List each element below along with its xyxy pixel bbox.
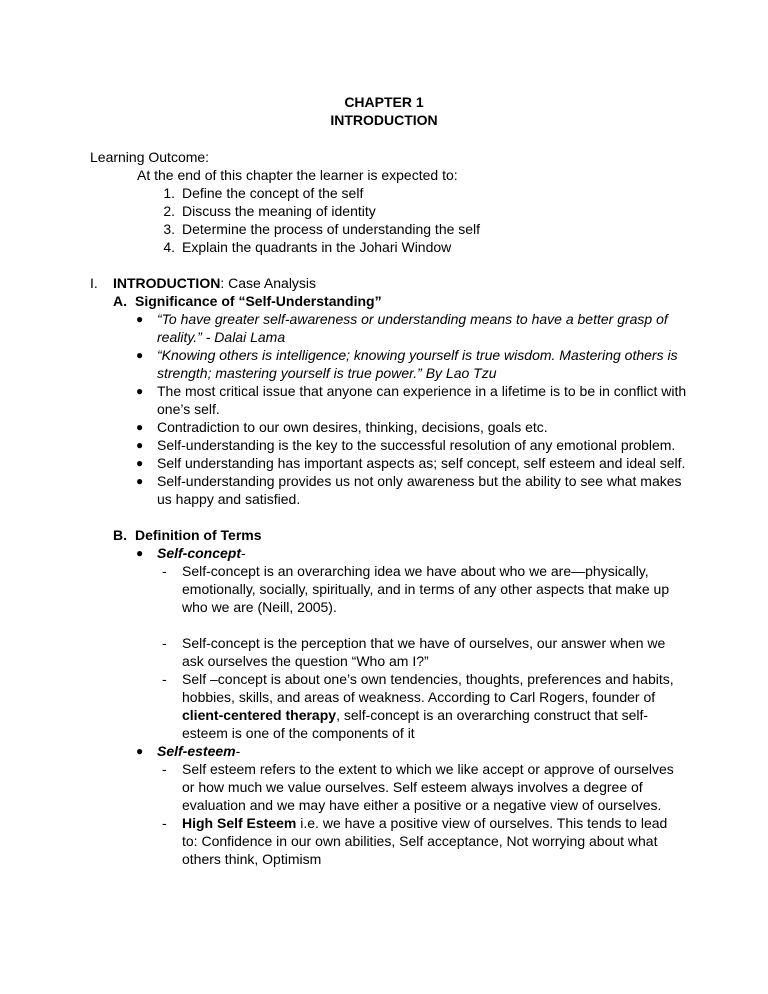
list-item: Self-understanding provides us not only awareness but the ability to see what makes us happy and satisfied.: [157, 473, 682, 507]
bullet-icon: ●: [136, 474, 144, 488]
list-item: “To have greater self-awareness or understanding means to have a better grasp of reality.” - Dalai Lama: [157, 311, 668, 345]
list-item: “Knowing others is intelligence; knowing yourself is true wisdom. Mastering others is strength; mastering yourself is true power.” By Lao Tzu: [157, 347, 678, 381]
term-self-concept: [157, 544, 246, 562]
list-item: Explain the quadrants in the Johari Window: [182, 239, 452, 255]
section-heading: [113, 274, 316, 292]
term-suffix: -: [241, 545, 246, 561]
bullet-icon: ●: [136, 420, 144, 434]
subsection-letter-a: A.: [113, 293, 127, 309]
list-item: Contradiction to our own desires, thinking, decisions, goals etc.: [157, 419, 548, 435]
bullet-icon: ●: [136, 546, 144, 560]
bullet-icon: ●: [136, 348, 144, 362]
learning-outcome-intro: At the end of this chapter the learner is expected to:: [137, 167, 458, 183]
definition-bold-term: High Self Esteem: [182, 815, 297, 831]
term-self-esteem: [157, 742, 240, 760]
list-item: Self-understanding is the key to the successful resolution of any emotional problem.: [157, 437, 676, 453]
definition-bold-term: client-centered therapy: [182, 707, 337, 723]
list-item: Determine the process of understanding the self: [182, 221, 481, 237]
section-heading-bold: INTRODUCTION: [113, 275, 221, 291]
list-number: 3.: [163, 221, 175, 237]
definition-text: , self-concept is an overarching construct that self-esteem is one of the components of it: [182, 707, 649, 741]
definition-item: [182, 670, 682, 742]
dash-marker: -: [162, 635, 167, 651]
bullet-icon: ●: [136, 744, 144, 758]
subsection-letter-b: B.: [113, 527, 127, 543]
list-item: Self understanding has important aspects as; self concept, self esteem and ideal self.: [157, 455, 686, 471]
section-numeral: I.: [90, 275, 98, 291]
list-number: 2.: [163, 203, 175, 219]
term-label: Self-esteem: [157, 743, 236, 759]
definition-item: [182, 814, 682, 868]
chapter-title: INTRODUCTION: [330, 112, 438, 128]
section-heading-subtitle: : Case Analysis: [220, 275, 317, 291]
chapter-label: CHAPTER 1: [344, 94, 424, 110]
subsection-heading-b: Definition of Terms: [135, 527, 262, 543]
dash-marker: -: [162, 671, 167, 687]
subsection-heading-a: Significance of “Self-Understanding”: [135, 293, 382, 309]
term-label: Self-concept: [157, 545, 242, 561]
dash-marker: -: [162, 815, 167, 831]
term-suffix: -: [235, 743, 241, 759]
bullet-icon: ●: [136, 312, 144, 326]
list-item: The most critical issue that anyone can experience in a lifetime is to be in conflict with one’s self.: [157, 383, 687, 417]
dash-marker: -: [162, 761, 167, 777]
definition-text: Self –concept is about one’s own tendencies, thoughts, preferences and habits, hobbies, skills, and areas of weakness. According to Carl Rogers, founder of: [182, 671, 674, 705]
definition-item: Self-concept is an overarching idea we have about who we are—physically, emotionally, socially, spiritually, and in terms of any other aspects that make up who we are (Neill, 2005).: [182, 563, 670, 615]
list-number: 4.: [163, 239, 175, 255]
bullet-icon: ●: [136, 384, 144, 398]
bullet-icon: ●: [136, 438, 144, 452]
bullet-icon: ●: [136, 456, 144, 470]
dash-marker: -: [162, 563, 167, 579]
definition-item: Self-concept is the perception that we have of ourselves, our answer when we ask ourselves the question “Who am I?”: [182, 635, 666, 669]
definition-item: Self esteem refers to the extent to which we like accept or approve of ourselves or how much we value ourselves. Self esteem always involves a degree of evaluation and we may have either a positive or a negative view of ourselves.: [182, 761, 674, 813]
definition-text: i.e. we have a positive view of ourselves. This tends to lead to: Confidence in our own abilities, Self acceptance, Not worrying about what others think, Optimism: [182, 815, 668, 867]
learning-outcome-heading: Learning Outcome:: [90, 149, 210, 165]
list-item: Define the concept of the self: [182, 185, 364, 201]
list-number: 1.: [163, 185, 175, 201]
list-item: Discuss the meaning of identity: [182, 203, 376, 219]
